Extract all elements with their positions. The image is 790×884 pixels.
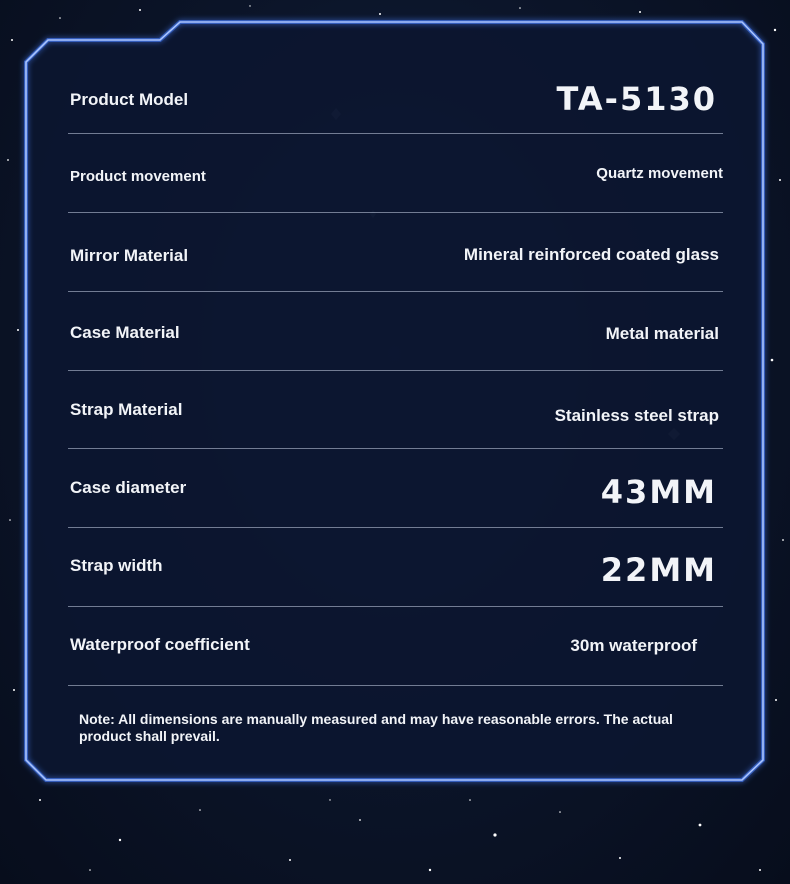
spec-row-case-material xyxy=(68,292,723,371)
spec-label: Product Model xyxy=(70,90,189,109)
spec-label: Strap width xyxy=(70,556,163,575)
disclaimer-note: Note: All dimensions are manually measured and may have reasonable errors. The actual product shall prevail. xyxy=(79,711,673,744)
spec-row-waterproof xyxy=(68,607,723,686)
spec-row-product-model xyxy=(68,56,723,134)
spec-label: Product movement xyxy=(70,168,206,185)
spec-label: Case Material xyxy=(70,323,180,342)
spec-row-strap-material xyxy=(68,371,723,449)
spec-value: TA-5130 xyxy=(556,80,717,118)
spec-table xyxy=(68,56,723,686)
spec-row-movement xyxy=(68,134,723,213)
spec-value: 30m waterproof xyxy=(570,636,697,655)
spec-value: Stainless steel strap xyxy=(554,406,719,425)
spec-label: Strap Material xyxy=(70,400,183,419)
spec-row-case-diameter xyxy=(68,449,723,528)
spec-value: 22MM xyxy=(600,551,717,589)
spec-value: Quartz movement xyxy=(596,165,723,182)
spec-value: Metal material xyxy=(605,324,719,343)
spec-value: Mineral reinforced coated glass xyxy=(463,245,719,264)
spec-row-strap-width xyxy=(68,528,723,607)
spec-row-mirror-material xyxy=(68,213,723,292)
spec-value: 43MM xyxy=(600,473,717,511)
spec-label: Case diameter xyxy=(70,478,187,497)
spec-label: Waterproof coefficient xyxy=(70,635,250,654)
spec-label: Mirror Material xyxy=(70,246,189,265)
